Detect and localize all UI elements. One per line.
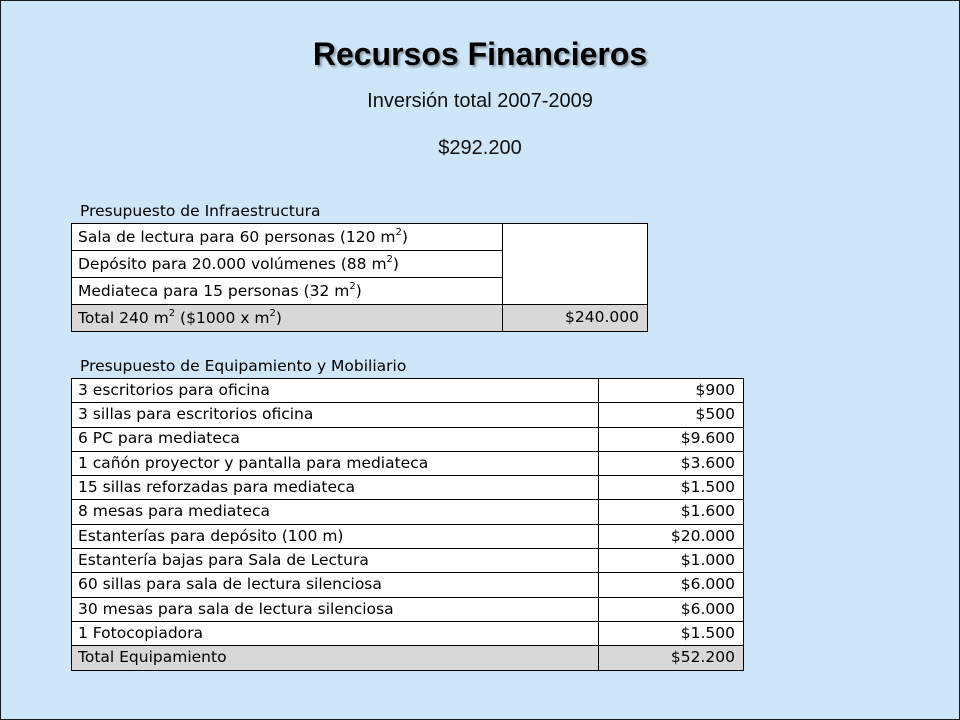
table-row [72,476,744,500]
page-subtitle: Inversión total 2007-2009 [367,90,593,112]
table-row [72,500,744,524]
equipment-item: 60 sillas para sala de lectura silenciosa [72,573,599,597]
table-row [72,549,744,573]
equipment-item: 1 Fotocopiadora [72,621,599,645]
table-row [72,379,744,403]
equipment-amount: $900 [598,379,743,403]
infrastructure-total-label: Total 240 $m^2$ ($1000 x $m^2$) [72,305,503,332]
equipment-amount: $1.500 [598,476,743,500]
equipment-item: 6 PC para mediateca [72,427,599,451]
infrastructure-total-amount: $240.000 [502,305,647,332]
page-title: Recursos Financieros [312,36,648,72]
equipment-total-amount: $52.200 [598,646,743,670]
equipment-item: 8 mesas para mediateca [72,500,599,524]
equipment-amount: $9.600 [598,427,743,451]
equipment-item: 3 sillas para escritorios oficina [72,403,599,427]
equipment-item: 15 sillas reforzadas para mediateca [72,476,599,500]
equipment-amount: $1.500 [598,621,743,645]
table-row [72,621,744,645]
equipment-amount: $20.000 [598,524,743,548]
infrastructure-item: Mediateca para 15 personas (32 $m^2$) [72,278,503,305]
equipment-item: 30 mesas para sala de lectura silenciosa [72,597,599,621]
infrastructure-blank-cell [502,224,647,305]
infrastructure-item: Sala de lectura para 60 personas (120 $m^2$) [72,224,503,251]
table-row [72,224,648,251]
equipment-amount: $6.000 [598,573,743,597]
table-row [72,573,744,597]
equipment-item: 3 escritorios para oficina [72,379,599,403]
equipment-amount: $500 [598,403,743,427]
table-row [72,403,744,427]
equipment-amount: $3.600 [598,451,743,475]
table-row [72,451,744,475]
equipment-item: 1 cañón proyector y pantalla para mediateca [72,451,599,475]
infrastructure-total-row [72,305,648,332]
equipment-item: Estanterías para depósito (100 m) [72,524,599,548]
infrastructure-table [71,223,648,332]
equipment-item: Estantería bajas para Sala de Lectura [72,549,599,573]
equipment-total-label: Total Equipamiento [72,646,599,670]
equipment-table [71,378,744,671]
equipment-amount: $1.000 [598,549,743,573]
table-row [72,427,744,451]
equipment-total-row [72,646,744,670]
table-row [72,524,744,548]
table-row [72,597,744,621]
infrastructure-caption: Presupuesto de Infraestructura [80,202,321,220]
equipment-amount: $6.000 [598,597,743,621]
equipment-caption: Presupuesto de Equipamiento y Mobiliario [80,357,407,375]
total-investment: $292.200 [438,137,522,159]
infrastructure-item: Depósito para 20.000 volúmenes (88 $m^2$) [72,251,503,278]
equipment-amount: $1.600 [598,500,743,524]
